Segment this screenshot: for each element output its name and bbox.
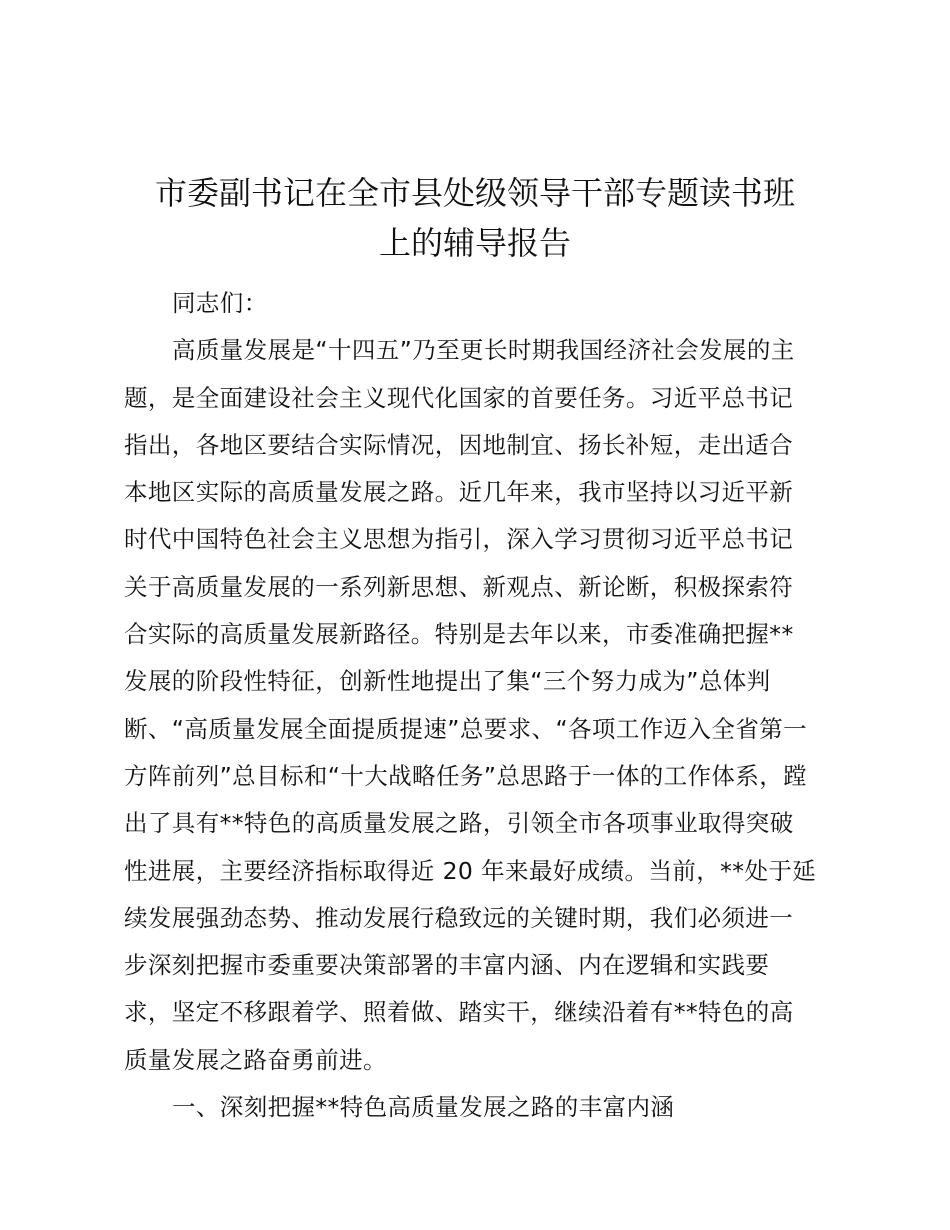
paragraph-line: 本地区实际的高质量发展之路。近几年来，我市坚持以习近平新 <box>124 478 794 507</box>
paragraph-line: 时代中国特色社会主义思想为指引，深入学习贯彻习近平总书记 <box>124 525 794 554</box>
salutation: 同志们： <box>172 289 268 317</box>
paragraph-line: 性进展，主要经济指标取得近 20 年来最好成绩。当前，**处于延 <box>124 856 817 885</box>
paragraph-line: 步深刻把握市委重要决策部署的丰富内涵、内在逻辑和实践要 <box>124 951 770 980</box>
paragraph-line: 合实际的高质量发展新路径。特别是去年以来，市委准确把握** <box>124 620 794 649</box>
paragraph-line: 指出，各地区要结合实际情况，因地制宜、扬长补短，走出适合 <box>124 430 794 459</box>
paragraph-line: 断、“高质量发展全面提质提速”总要求、“各项工作迈入全省第一 <box>124 714 808 743</box>
paragraph-line: 方阵前列”总目标和“十大战略任务”总思路于一体的工作体系，蹚 <box>124 761 808 790</box>
document-title <box>110 168 840 268</box>
paragraph-line: 高质量发展是“十四五”乃至更长时期我国经济社会发展的主 <box>172 336 795 365</box>
paragraph-line: 出了具有**特色的高质量发展之路，引领全市各项事业取得突破 <box>124 809 794 838</box>
paragraph-line: 关于高质量发展的一系列新思想、新观点、新论断，积极探索符 <box>124 572 794 601</box>
paragraph-line: 发展的阶段性特征，创新性地提出了集“三个努力成为”总体判 <box>124 667 771 696</box>
paragraph-line: 续发展强劲态势、推动发展行稳致远的关键时期，我们必须进一 <box>124 903 794 932</box>
document-body <box>124 280 839 1131</box>
paragraph-line: 题，是全面建设社会主义现代化国家的首要任务。习近平总书记 <box>124 383 794 412</box>
section-heading-1: 一、深刻把握**特色高质量发展之路的丰富内涵 <box>172 1093 675 1122</box>
paragraph-line: 求，坚定不移跟着学、照着做、踏实干，继续沿着有**特色的高 <box>124 998 794 1027</box>
title-line-1: 市委副书记在全市县处级领导干部专题读书班 <box>154 174 795 212</box>
paragraph-line: 质量发展之路奋勇前进。 <box>124 1045 387 1074</box>
title-line-2: 上的辅导报告 <box>378 224 571 262</box>
paragraph-1 <box>124 327 839 1084</box>
